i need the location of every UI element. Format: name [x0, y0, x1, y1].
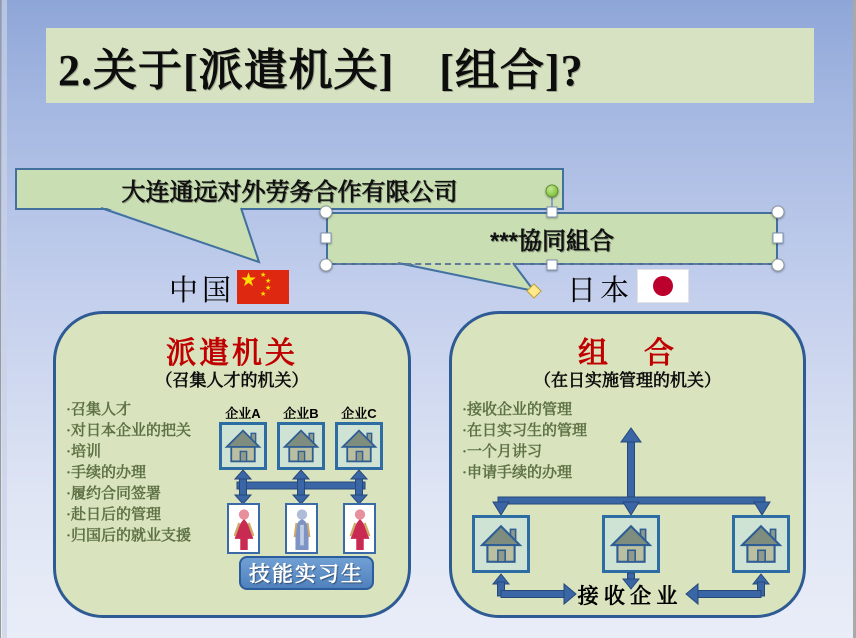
japan-label: 日本 — [567, 275, 634, 307]
slide-left-edge — [2, 0, 7, 638]
selection-handle-bottom-left[interactable] — [320, 259, 333, 272]
trainee-a[interactable] — [227, 503, 260, 554]
company-a-house[interactable] — [219, 422, 267, 470]
trainee-b[interactable] — [285, 503, 318, 554]
selection-handle-top[interactable] — [547, 207, 558, 218]
sun-disc-icon — [653, 276, 673, 296]
bullet-item: ·归国后的就业支援 — [66, 528, 192, 544]
house-icon — [281, 427, 321, 465]
selection-handle-top-right[interactable] — [772, 206, 785, 219]
japan-flag-icon[interactable] — [637, 269, 689, 303]
female-trainee-icon — [230, 507, 258, 552]
selection-handle-top-left[interactable] — [320, 206, 333, 219]
star-icon: ★ — [240, 270, 258, 291]
trainee-c[interactable] — [343, 503, 376, 554]
bullet-item: ·赴日后的管理 — [66, 507, 162, 523]
star-icon: ★ — [265, 285, 272, 292]
company-a-label: 企业A — [225, 406, 261, 421]
selection-handle-bottom[interactable] — [547, 260, 558, 271]
house-icon — [608, 522, 654, 566]
rotation-handle-icon[interactable] — [546, 185, 559, 198]
china-label: 中国 — [169, 275, 236, 307]
bullet-item: ·召集人才 — [66, 402, 132, 418]
receiving-company-house[interactable] — [472, 515, 530, 573]
female-trainee-icon — [346, 507, 374, 552]
bullet-item: ·接收企业的管理 — [462, 402, 573, 418]
house-icon — [738, 522, 784, 566]
trainee-badge[interactable] — [239, 556, 374, 590]
right-panel-subtitle: （在日实施管理的机关） — [534, 371, 721, 390]
selection-handle-bottom-right[interactable] — [772, 259, 785, 272]
dispatch-org-panel[interactable] — [53, 311, 411, 618]
company-callout-shape[interactable] — [15, 168, 564, 210]
receiving-company-label: 接 收 企 业 — [577, 584, 678, 608]
star-icon: ★ — [265, 278, 272, 285]
bullet-item: ·培训 — [66, 444, 102, 460]
union-callout-shape[interactable] — [326, 212, 778, 265]
selection-handle-right[interactable] — [773, 233, 784, 244]
company-c-label: 企业C — [341, 406, 377, 421]
company-callout-tail — [89, 209, 271, 267]
left-panel-bullets — [66, 400, 191, 547]
union-callout-text: ***協同組合 — [489, 228, 615, 255]
star-icon: ★ — [260, 291, 267, 298]
selection-handle-left[interactable] — [321, 233, 332, 244]
company-b-house[interactable] — [277, 422, 325, 470]
receiving-company-house[interactable] — [602, 515, 660, 573]
right-panel-title: 组 合 — [578, 337, 677, 370]
union-panel[interactable] — [449, 311, 806, 618]
bullet-item: ·申请手续的办理 — [462, 465, 573, 481]
company-b-label: 企业B — [283, 406, 319, 421]
company-trainee-arrows[interactable] — [219, 470, 383, 504]
bullet-item: ·在日实习生的管理 — [462, 423, 588, 439]
receiving-company-house[interactable] — [732, 515, 790, 573]
bullet-item: ·手续的办理 — [66, 465, 147, 481]
house-icon — [223, 427, 263, 465]
china-flag-icon[interactable] — [237, 270, 289, 304]
male-trainee-icon — [288, 507, 316, 552]
bullet-item: ·一个月讲习 — [462, 444, 543, 460]
house-icon — [339, 427, 379, 465]
left-panel-subtitle: （召集人才的机关） — [155, 371, 309, 390]
trainee-badge-label: 技能实习生 — [249, 562, 364, 586]
house-icon — [478, 522, 524, 566]
bullet-item: ·履约合同签署 — [66, 486, 162, 502]
company-c-house[interactable] — [335, 422, 383, 470]
slide-title: 2.关于[派遣机关] [组合]? — [58, 45, 584, 95]
slide-title-shape[interactable] — [46, 28, 814, 103]
star-icon: ★ — [260, 272, 267, 279]
union-distribution-arrows[interactable] — [452, 426, 809, 519]
left-panel-title: 派遣机关 — [166, 337, 298, 370]
bullet-item: ·对日本企业的把关 — [66, 423, 192, 439]
company-callout-text: 大连通远对外劳务合作有限公司 — [121, 178, 458, 206]
